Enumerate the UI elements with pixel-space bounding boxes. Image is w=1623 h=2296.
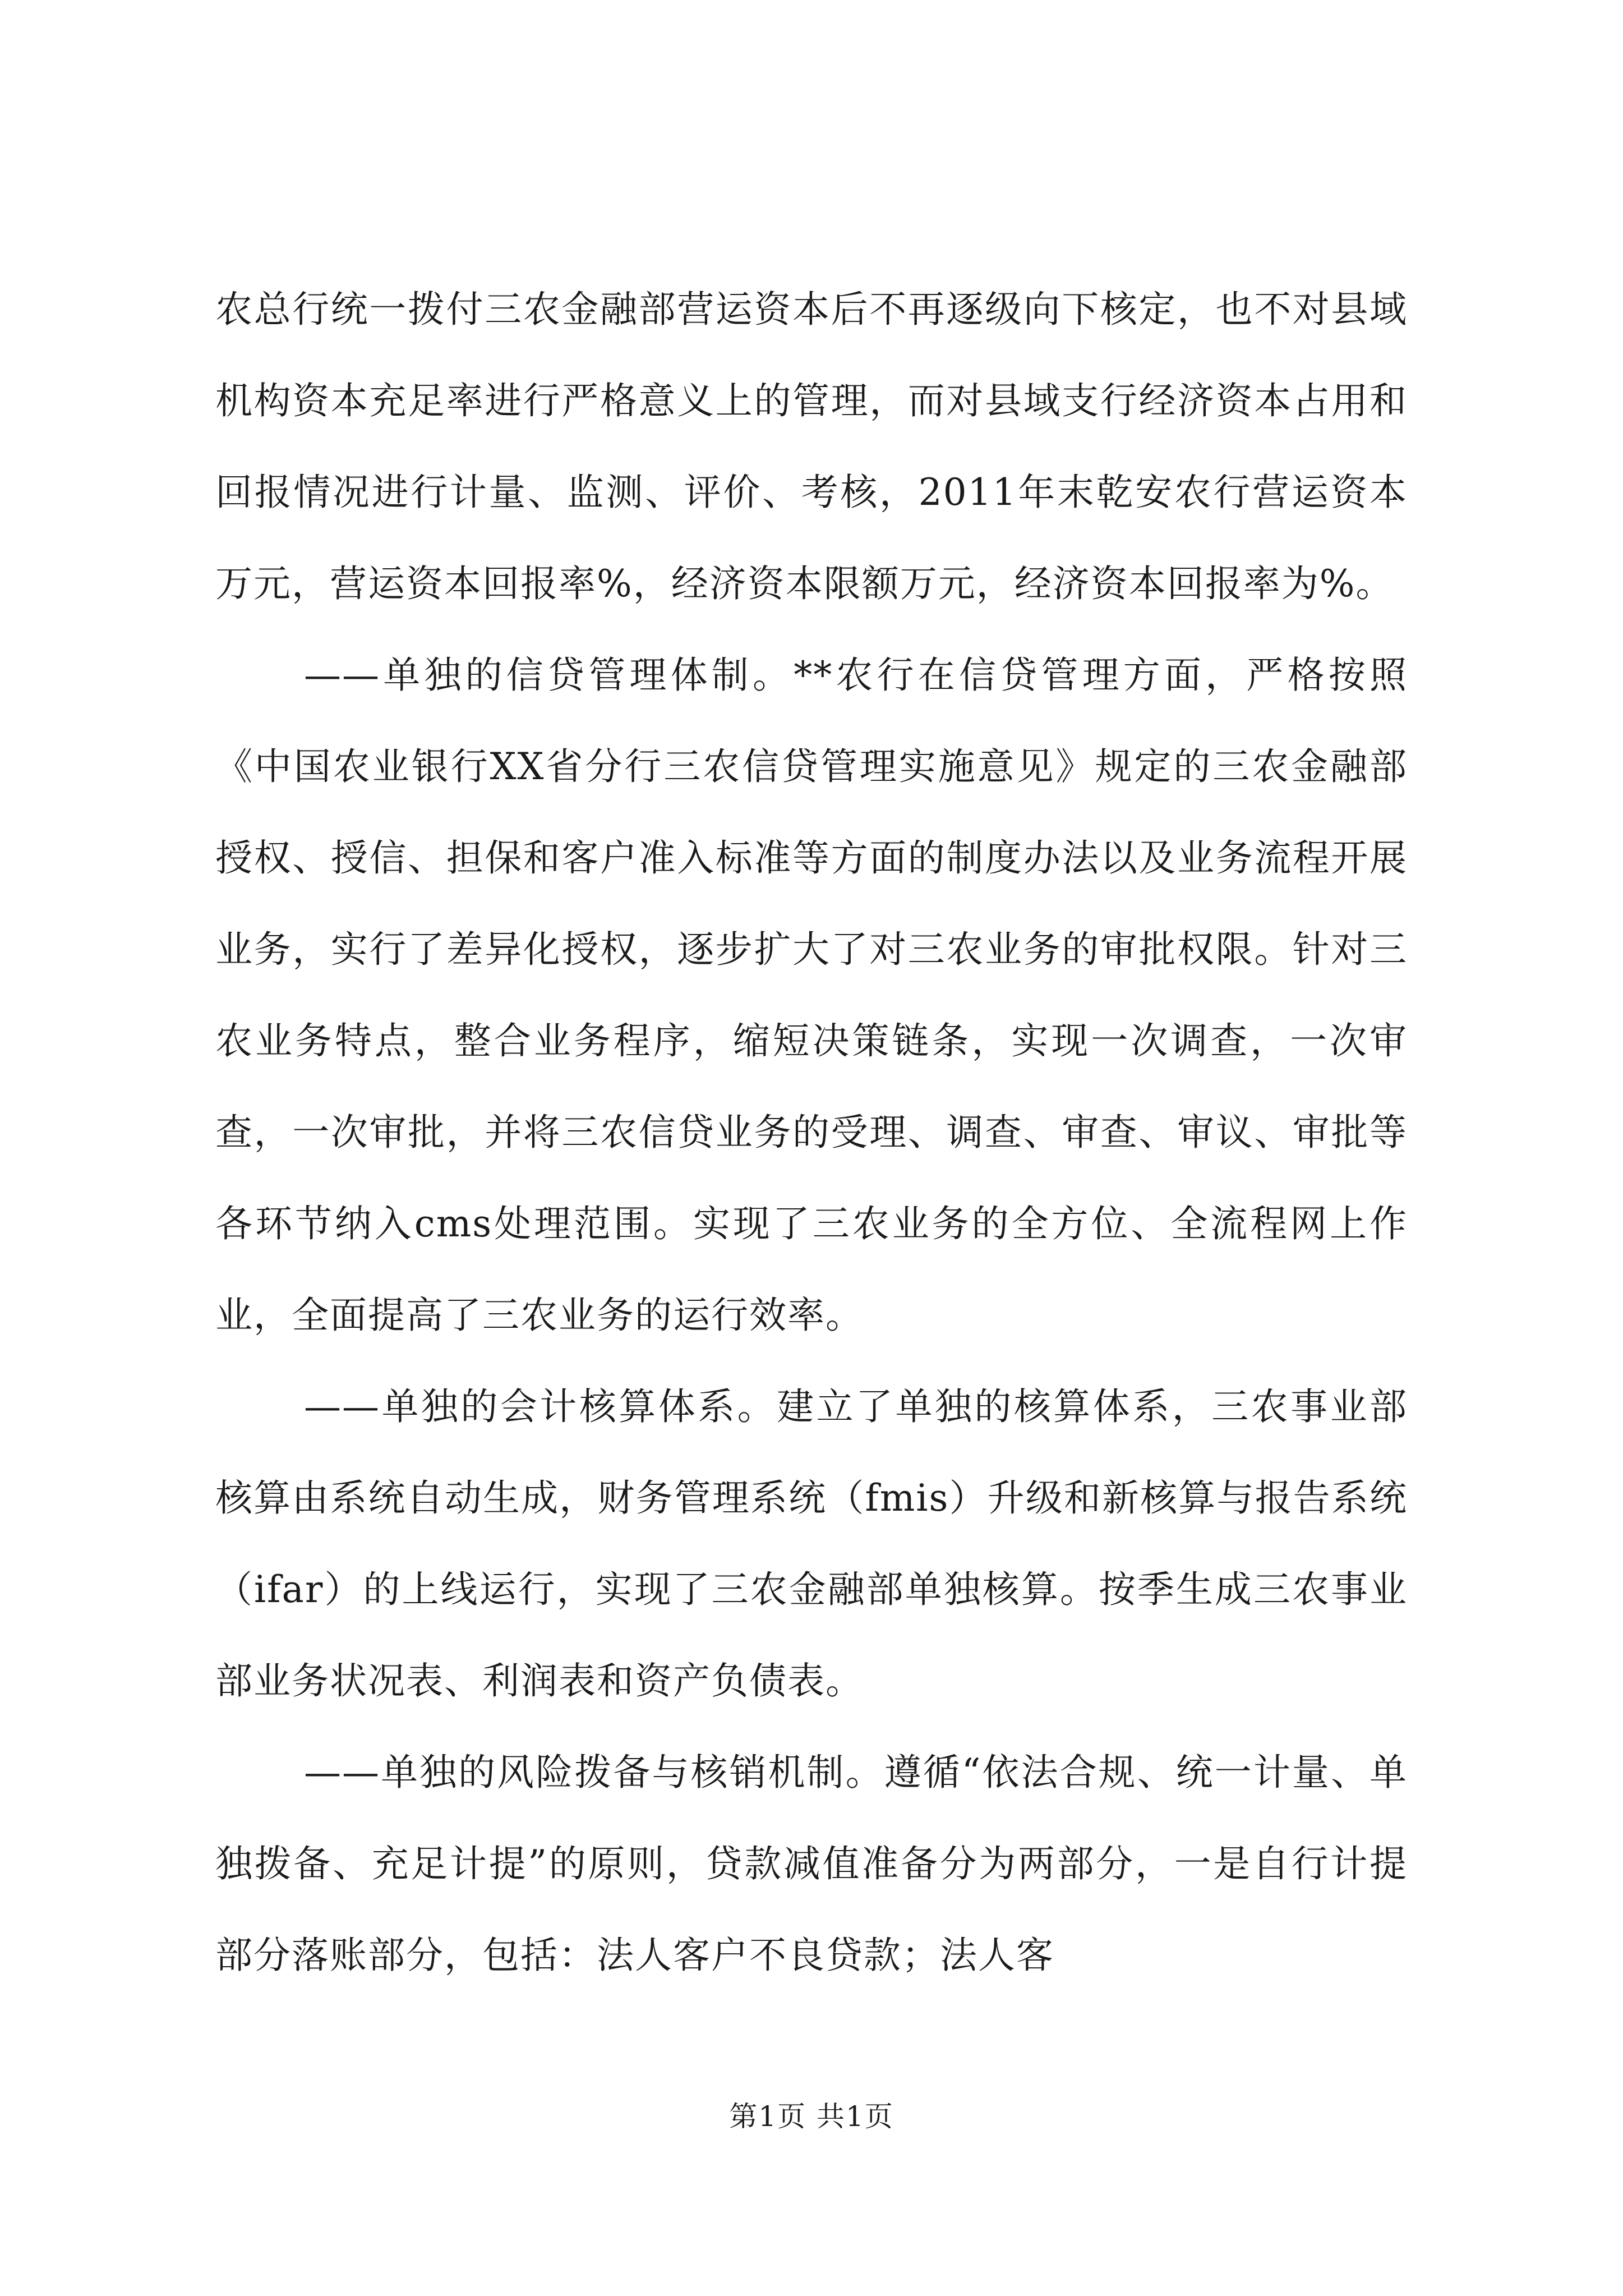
paragraph-accounting-system: ——单独的会计核算体系。建立了单独的核算体系，三农事业部核算由系统自动生成，财务管理系统（fmis）升级和新核算与报告系统（ifar）的上线运行，实现了三农金融部单独核算。按季生成三农事业部业务状况表、利润表和资产负债表。 (215, 1385, 1408, 1703)
document-body (215, 264, 1408, 2001)
paragraph-risk-provision: ——单独的风险拨备与核销机制。遵循“依法合规、统一计量、单独拨备、充足计提”的原则，贷款减值准备分为两部分，一是自行计提部分落账部分，包括：法人客户不良贷款；法人客 (215, 1751, 1408, 1977)
paragraph-credit-management: ——单独的信贷管理体制。**农行在信贷管理方面，严格按照《中国农业银行XX省分行三农信贷管理实施意见》规定的三农金融部授权、授信、担保和客户准入标准等方面的制度办法以及业务流程开展业务，实行了差异化授权，逐步扩大了对三农业务的审批权限。针对三农业务特点，整合业务程序，缩短决策链条，实现一次调查，一次审查，一次审批，并将三农信贷业务的受理、调查、审查、审议、审批等各环节纳入cms处理范围。实现了三农业务的全方位、全流程网上作业，全面提高了三农业务的运行效率。 (215, 654, 1408, 1337)
page-number-footer: 第1页 共1页 (729, 2100, 894, 2133)
paragraph-capital-management: 农总行统一拨付三农金融部营运资本后不再逐级向下核定，也不对县域机构资本充足率进行严格意义上的管理，而对县域支行经济资本占用和回报情况进行计量、监测、评价、考核，2011年末乾安农行营运资本万元，营运资本回报率%，经济资本限额万元，经济资本回报率为%。 (215, 288, 1408, 605)
